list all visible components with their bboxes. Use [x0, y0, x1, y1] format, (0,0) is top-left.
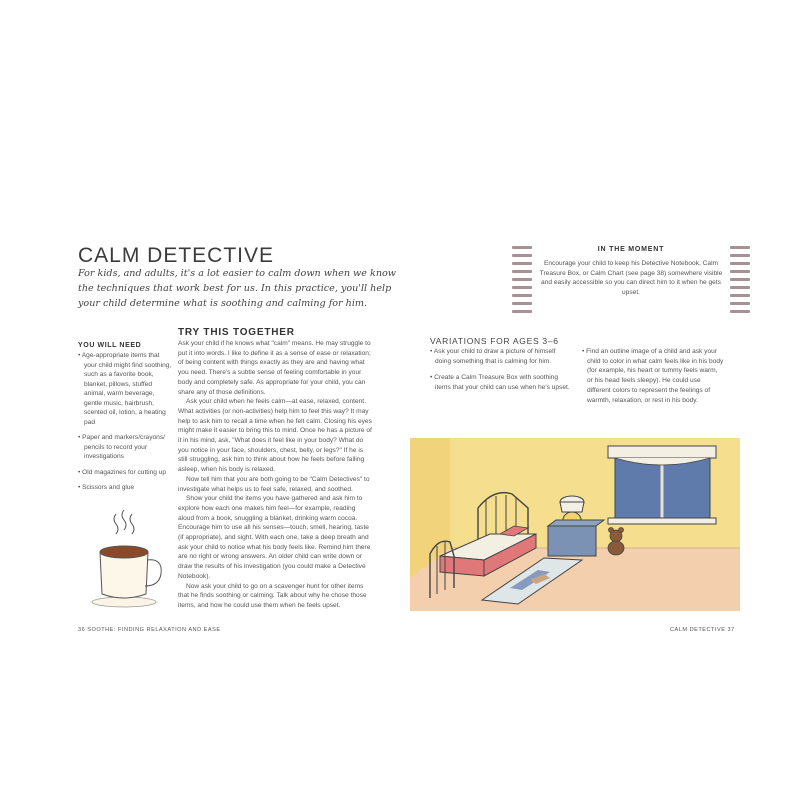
variations-heading: VARIATIONS FOR AGES 3–6 [430, 336, 559, 346]
paragraph: Ask your child when he feels calm—at ease, relaxed, content. What activities (or non-activities) help him to feel this way? It may help to ask him to recall a time when he felt calm. Closing his eyes might make it easier to bring this to mind. Once he has a picture of it in his mind, ask, "What does it feel like in your body? What do you notice in your face, shoulders, chest, belly, or legs?" If he is still struggling, ask him to think about how he feels before falling asleep, when his body is relaxed. [178, 398, 372, 474]
paragraph: Show your child the items you have gathered and ask him to explore how each one makes him feel—for example, reading aloud from a book, snuggling a blanket, drinking warm cocoa. Encourage him to use all his senses—touch, smell, hearing, taste (if appropriate), and sight. With each one, take a deep breath and ask your child to notice what his body feels like. Remind him there are no right or wrong answers. An older child can write down or draw the results of his investigation (you could make a Detective Notebook). [178, 495, 371, 580]
steam-icon [130, 514, 134, 534]
variations-list-right [582, 347, 724, 412]
page-title: CALM DETECTIVE [78, 244, 275, 267]
paragraph: Ask your child if he knows what "calm" means. He may struggle to put it into words. I like to define it as a sense of ease or relaxation; of being content with things exactly as they are and having what you need. There's a subtle sense of feeling comfortable in your body and completely safe. As appropriate for your child, you can share any of those definitions. [178, 340, 371, 396]
list-item: • Create a Calm Treasure Box with soothing items that your child can use when he's upset. [430, 374, 570, 392]
paragraph: Now tell him that you are both going to be "Calm Detectives" to investigate what helps us to feel safe, relaxed, and soothed. [178, 475, 370, 493]
list-item: • Scissors and glue [78, 484, 135, 491]
in-the-moment-text: Encourage your child to keep his Detective Notebook, Calm Treasure Box, or Calm Chart (see page 38) somewhere visible and easily accessible so you can direct him to it when he gets upset. [539, 260, 723, 297]
intro-text: For kids, and adults, it's a lot easier to calm down when we know the techniques that work best for us. In this practice, you'll help your child determine what is soothing and calming for him. [78, 268, 396, 309]
stripe-decoration-left [512, 246, 532, 318]
you-will-need-heading: YOU WILL NEED [78, 342, 142, 349]
stripe-decoration-right [730, 246, 750, 318]
try-together-body [178, 339, 372, 611]
you-will-need-list [78, 351, 174, 499]
steam-icon [122, 510, 126, 530]
list-item: • Old magazines for cutting up [78, 468, 167, 476]
right-footer: CALM DETECTIVE 37 [670, 627, 735, 633]
left-footer: 36 SOOTHE: FINDING RELAXATION AND EASE [78, 627, 221, 633]
steam-icon [114, 514, 118, 534]
list-item: • Age-appropriate items that your child might find soothing, such as a favorite book, blanket, pillows, stuffed animal, warm beverage, gentle music, hairbrush, scented oil, lotion, a heating pad [78, 352, 172, 426]
bedroom-illustration [410, 438, 740, 611]
list-item: • Ask your child to draw a picture of himself doing something that is calming for him. [430, 348, 556, 365]
in-the-moment-heading: IN THE MOMENT [597, 246, 665, 253]
list-item: • Find an outline image of a child and ask your child to color in what calm feels like in his body (for example, his heart or tummy feels warm, or his head feels sleepy). He could use different colors to represent the feelings of warmth, relaxation, or rest in his body. [582, 348, 724, 404]
coffee-mug-illustration [90, 508, 170, 608]
try-together-heading: TRY THIS TOGETHER [178, 327, 295, 338]
window-icon [608, 446, 716, 524]
list-item: • Paper and markers/crayons/ pencils to record your investigations [78, 434, 165, 460]
variations-list-left [430, 347, 572, 400]
paragraph: Now ask your child to go on a scavenger hunt for other items that he finds soothing or calming. Talk about why he chose those items, and how he could use them when he feels upset. [178, 582, 367, 609]
